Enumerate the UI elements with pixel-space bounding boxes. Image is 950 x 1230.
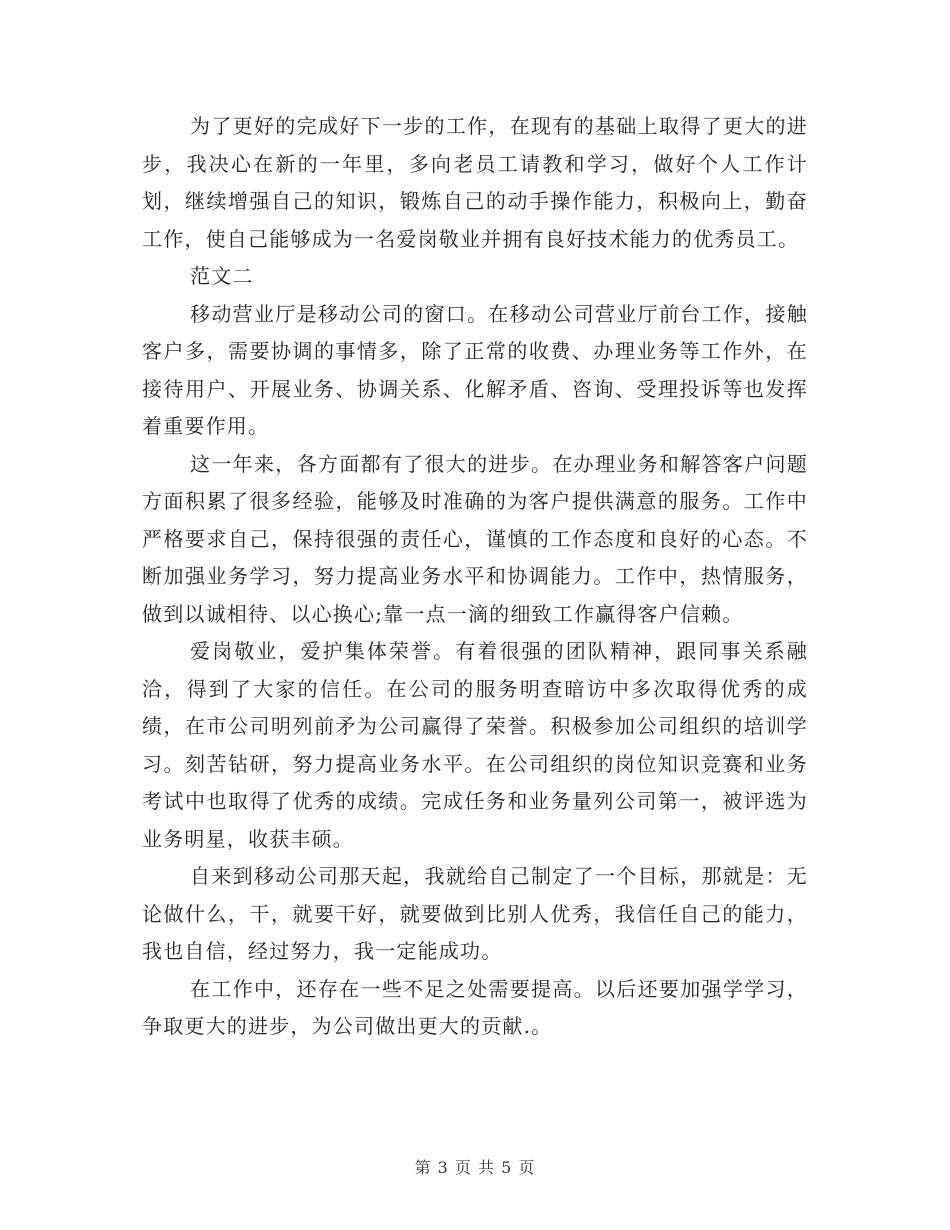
paragraph-goal: 自来到移动公司那天起，我就给自己制定了一个目标，那就是：无论做什么，干，就要干好，就要做到比别人优秀，我信任自己的能力，我也自信，经过努力，我一定能成功。 bbox=[142, 864, 808, 963]
paragraph-year-progress: 这一年来，各方面都有了很大的进步。在办理业务和解答客户问题方面积累了很多经验，能够及时准确的为客户提供满意的服务。工作中严格要求自己，保持很强的责任心，谨慎的工作态度和良好的心态。不断加强业务学习，努力提高业务水平和协调能力。工作中，热情服务，做到以诚相待、以心换心;靠一点一滴的细致工作赢得客户信赖。 bbox=[142, 451, 808, 626]
paragraph-closing-plan: 为了更好的完成好下一步的工作，在现有的基础上取得了更大的进步，我决心在新的一年里，多向老员工请教和学习，做好个人工作计划，继续增强自己的知识，锻炼自己的动手操作能力，积极向上，勤奋工作，使自己能够成为一名爱岗敬业并拥有良好技术能力的优秀员工。 bbox=[142, 114, 808, 251]
document-body bbox=[142, 108, 808, 1046]
section-heading-sample-two: 范文二 bbox=[190, 264, 254, 288]
page-number-footer: 第 3 页 共 5 页 bbox=[414, 1158, 536, 1177]
paragraph-improvement: 在工作中，还存在一些不足之处需要提高。以后还要加强学学习，争取更大的进步，为公司做出更大的贡献.。 bbox=[142, 976, 808, 1038]
paragraph-dedication: 爱岗敬业，爱护集体荣誉。有着很强的团队精神，跟同事关系融洽，得到了大家的信任。在公司的服务明查暗访中多次取得优秀的成绩，在市公司明列前矛为公司赢得了荣誉。积极参加公司组织的培训学习。刻苦钻研，努力提高业务水平。在公司组织的岗位知识竞赛和业务考试中也取得了优秀的成绩。完成任务和业务量列公司第一，被评选为业务明星，收获丰硕。 bbox=[142, 639, 808, 851]
paragraph-business-hall: 移动营业厅是移动公司的窗口。在移动公司营业厅前台工作，接触客户多，需要协调的事情多，除了正常的收费、办理业务等工作外，在接待用户、开展业务、协调关系、化解矛盾、咨询、受理投诉等也发挥着重要作用。 bbox=[142, 301, 808, 438]
